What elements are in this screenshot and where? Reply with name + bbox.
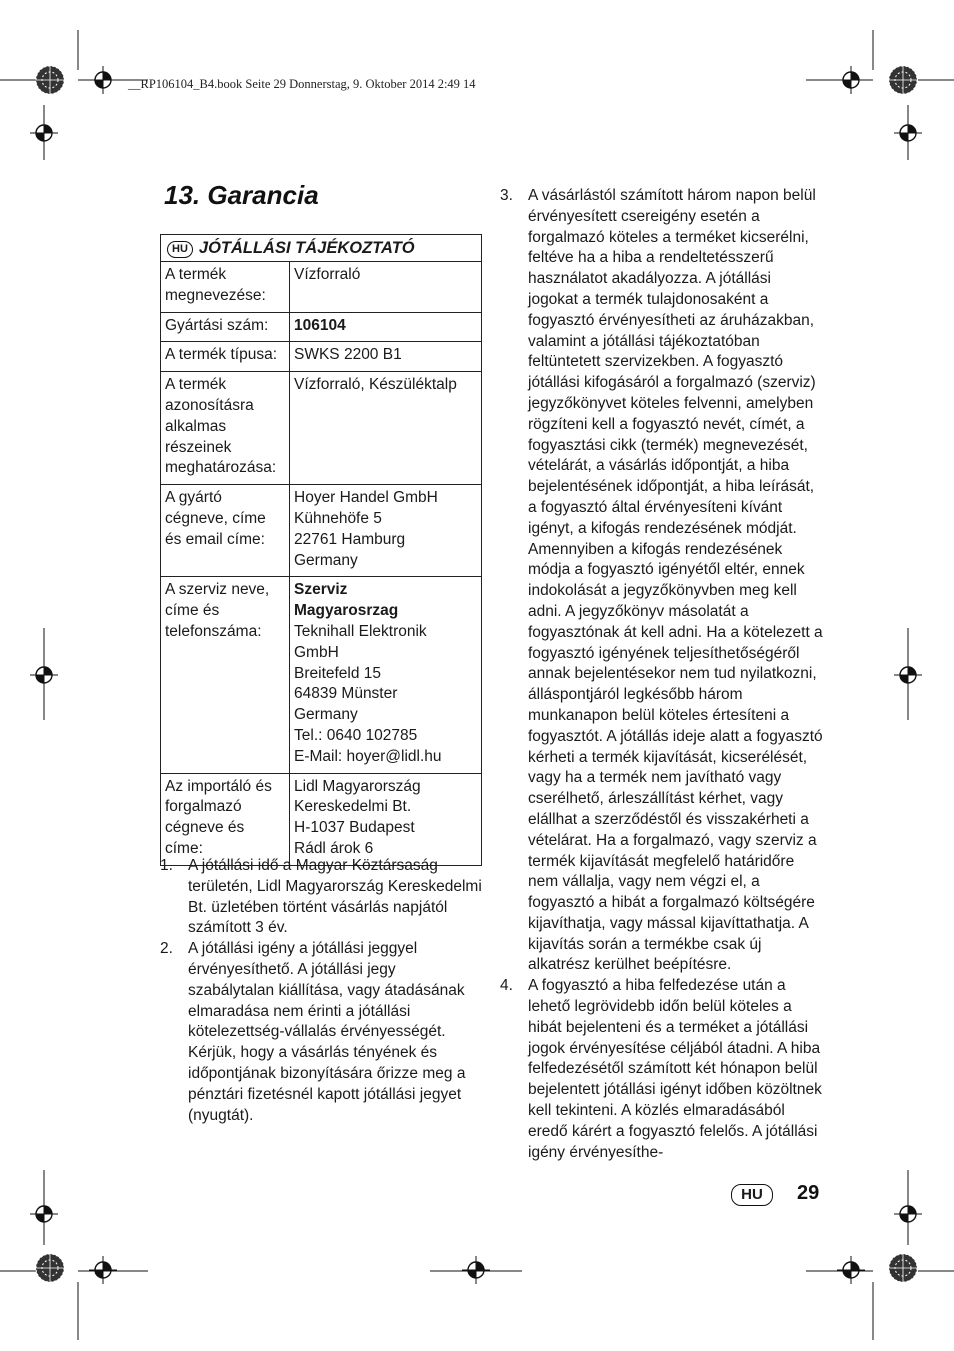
list-item-text: A jótállási idő a Magyar Köztársaság területén, Lidl Magyarország Kereskedelmi Bt. üzletében történt vásárlás napjától számított 3 év.: [188, 857, 482, 937]
row-label: A gyártó cégneve, címe és email címe:: [161, 485, 290, 577]
warranty-info-table: [160, 234, 482, 866]
section-title: 13. Garancia: [164, 180, 319, 210]
list-item: [500, 976, 824, 1163]
terms-list-left: [160, 856, 482, 1126]
list-item-number: 1.: [160, 857, 173, 874]
table-row: [161, 312, 482, 342]
row-label: A szerviz neve, címe és telefonszáma:: [161, 577, 290, 773]
row-value: Vízforraló, Készüléktalp: [290, 372, 482, 485]
page-number: 29: [797, 1182, 820, 1204]
row-value: Hoyer Handel GmbH Kühnehöfe 5 22761 Hamburg Germany: [290, 485, 482, 577]
list-item: [160, 939, 482, 1126]
table-title-row: [161, 235, 482, 262]
list-item-number: 3.: [500, 187, 513, 204]
terms-list-right: [500, 186, 824, 1163]
list-item: [500, 186, 824, 976]
table-title-cell: [161, 235, 482, 262]
row-value: Szerviz Magyarosrzag Teknihall Elektronik GmbH Breitefeld 15 64839 Münster Germany Tel.: 0640 102785 E-Mail: hoyer@lidl.hu: [290, 577, 482, 773]
list-item-text: A jótállási igény a jótállási jeggyel érvényesíthető. A jótállási jegy szabálytalan kiállítása, vagy átadásának elmaradása nem érinti a jótállási kötelezettség-vállalás érvényességét. Kérjük, hogy a vásárlás tényének és időpontjának bizonyítására őrizze meg a pénztári fizetésnél kapott jótállási jegyet (nyugtát).: [188, 940, 466, 1124]
row-label: Az importáló és forgalmazó cégneve és címe:: [161, 773, 290, 865]
table-row: [161, 773, 482, 865]
language-badge: HU: [167, 241, 193, 258]
row-label: A termék azonosításra alkalmas részeinek meghatározása:: [161, 372, 290, 485]
list-item-number: 4.: [500, 977, 513, 995]
table-row: [161, 577, 482, 773]
table-row: [161, 372, 482, 485]
footer-language-badge: HU: [731, 1184, 773, 1206]
print-header-line: __RP106104_B4.book Seite 29 Donnerstag, 9. Oktober 2014 2:49 14: [128, 77, 476, 91]
table-title: JÓTÁLLÁSI TÁJÉKOZTATÓ: [198, 238, 415, 257]
row-label: A termék típusa:: [161, 342, 290, 372]
row-label: Gyártási szám:: [161, 312, 290, 342]
row-value: SWKS 2200 B1: [290, 342, 482, 372]
row-value: 106104: [290, 312, 482, 342]
list-item-text: A fogyasztó a hiba felfedezése után a lehető legrövidebb időn belül köteles a hibát bejelenteni és a terméket a jótállási jogok érvényesítése céljából átadni. A hiba felfedezésétől számított két hónapon belül bejelentett jótállási igényt időben közöltnek kell tekinteni. A közlés elmaradásából eredő kárért a fogyasztó felelős. A jótállási igény érvényesíthe-: [528, 977, 822, 1161]
row-label: A termék megnevezése:: [161, 262, 290, 313]
list-item: [160, 856, 482, 939]
row-value: Lidl Magyarország Kereskedelmi Bt. H-1037 Budapest Rádl árok 6: [290, 773, 482, 865]
list-item-text: A vásárlástól számított három napon belül érvényesített csereigény esetén a forgalmazó köteles a terméket kicserélni, feltéve ha a hiba a rendeltetésszerű használatot akadályozza. A jótállási jogokat a termék tulajdonosaként a fogyasztó érvényesítheti az áruházakban, valamint a jótállási tájékoztatóban feltüntetett szervizekben. A fogyasztó jótállási kifogásáról a forgalmazó (szerviz) jegyzőkönyvet köteles felvenni, amelyben rögzíteni kell a fogyasztó nevét, címét, a fogyasztási cikk (termék) megnevezését, vételárát, a vásárlás időpontját, a hiba bejelentésének időpontját, a hiba leírását, a fogyasztó által érvényesíteni kívánt igényt, a kifogás rendezésének módját. Amennyiben a kifogás rendezésének módja a fogyasztó igényétől eltér, ennek indokolását a jegyzőkönyvben meg kell adni. A jegyzőkönyv másolatát a fogyasztónak át kell adni. Ha a kötelezett a fogyasztó igényének teljesíthetőségéről annak bejelentésekor nem tud nyilatkozni, álláspontjáról legkésőbb három munkanapon belül köteles értesíteni a fogyasztót. A jótállás ideje alatt a fogyasztó kérheti a termék kijavítását, kicserélését, vagy ha a termék nem javítható vagy cserélhető, árleszállítást kérhet, vagy elállhat a szerződéstől és visszakérheti a vételárat. Ha a forgalmazó, vagy szerviz a termék kijavítását megfelelő határidőre nem vállalja, vagy nem végzi el, a fogyasztó a hibát a forgalmazó költségére kijavíthatja, vagy mással kijavíttathatja. A kijavítás során a termékbe csak új alkatrész kerülhet beépítésre.: [528, 187, 823, 974]
row-value: Vízforraló: [290, 262, 482, 313]
table-row: [161, 262, 482, 313]
table-row: [161, 342, 482, 372]
table-row: [161, 485, 482, 577]
list-item-number: 2.: [160, 940, 173, 958]
